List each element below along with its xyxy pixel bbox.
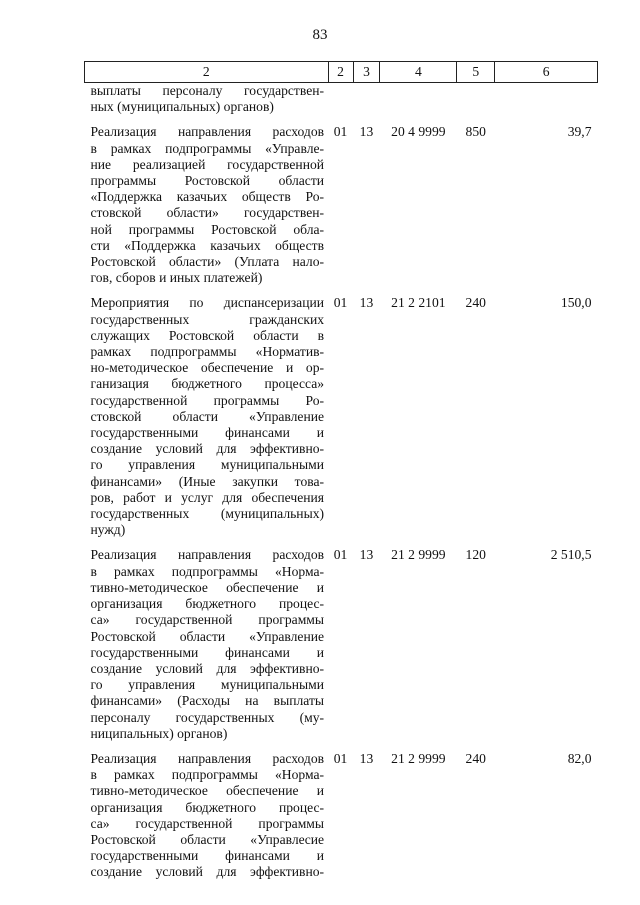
budget-table bbox=[84, 61, 598, 881]
subsection-code: 13 bbox=[359, 295, 374, 311]
expense-type-code: 850 bbox=[465, 124, 486, 140]
header-cell-target-article: 4 bbox=[380, 62, 457, 83]
row-description bbox=[85, 538, 329, 741]
description-line: Мероприятия по диспансеризации bbox=[90, 295, 325, 311]
description-line: Ростовской области «Управление bbox=[90, 628, 325, 644]
table-row bbox=[85, 115, 598, 286]
description-line: персоналу государственных (му- bbox=[90, 709, 325, 725]
table-row bbox=[85, 286, 598, 538]
table-row bbox=[85, 742, 598, 881]
description-line: ние реализацией государственной bbox=[90, 156, 325, 172]
row-description bbox=[85, 115, 329, 286]
description-line: государственными финансами и bbox=[90, 848, 325, 864]
description-line: создание условий для эффективно- bbox=[90, 441, 325, 457]
description-line: «Поддержка казачьих обществ Ро- bbox=[90, 189, 325, 205]
header-row bbox=[85, 62, 598, 83]
description-line: государственных гражданских bbox=[90, 311, 325, 327]
continuation-description bbox=[85, 83, 329, 116]
description-line: программы Ростовской области bbox=[90, 173, 325, 189]
description-line: финансами» (Иные закупки това- bbox=[90, 473, 325, 489]
description-line: тивно-методическое обеспечение и bbox=[90, 783, 325, 799]
description-line: в рамках подпрограммы «Норма- bbox=[90, 767, 325, 783]
section-code: 01 bbox=[333, 124, 348, 140]
description-line: в рамках подпрограммы «Управле- bbox=[90, 140, 325, 156]
description-line: стовской области» государствен- bbox=[90, 205, 325, 221]
description-line: сти «Поддержка казачьих обществ bbox=[90, 237, 325, 253]
header-cell-expense-type: 5 bbox=[457, 62, 495, 83]
continuation-row bbox=[85, 83, 598, 116]
description-line: государственной программы Ро- bbox=[90, 392, 325, 408]
amount: 2 510,5 bbox=[550, 547, 592, 563]
description-line: Реализация направления расходов bbox=[90, 750, 325, 766]
description-line: государственных (муниципальных) bbox=[90, 506, 325, 522]
description-line: го управления муниципальными bbox=[90, 677, 325, 693]
subsection-code: 13 bbox=[359, 750, 374, 766]
description-line: тивно-методическое обеспечение и bbox=[90, 579, 325, 595]
description-line: государственными финансами и bbox=[90, 644, 325, 660]
section-code: 01 bbox=[333, 295, 348, 311]
description-line: Ростовской области» (Уплата нало- bbox=[90, 254, 325, 270]
description-line: выплаты персоналу государствен- bbox=[90, 83, 325, 98]
target-article-code: 21 2 2101 bbox=[391, 295, 446, 311]
description-line: Реализация направления расходов bbox=[90, 124, 325, 140]
section-code: 01 bbox=[333, 547, 348, 563]
description-line: создание условий для эффективно- bbox=[90, 660, 325, 676]
description-line: ров, работ и услуг для обеспечения bbox=[90, 489, 325, 505]
description-line: создание условий для эффективно- bbox=[90, 864, 325, 880]
description-line: служащих Ростовской области в bbox=[90, 327, 325, 343]
description-line: го управления муниципальными bbox=[90, 457, 325, 473]
description-line: са» государственной программы bbox=[90, 612, 325, 628]
description-line: стовской области «Управление bbox=[90, 408, 325, 424]
subsection-code: 13 bbox=[359, 124, 374, 140]
header-cell-subsection: 3 bbox=[353, 62, 380, 83]
description-line: государственными финансами и bbox=[90, 425, 325, 441]
amount: 82,0 bbox=[567, 750, 592, 766]
amount: 39,7 bbox=[567, 124, 592, 140]
header-cell-description: 2 bbox=[85, 62, 329, 83]
description-line: ниципальных) органов) bbox=[90, 725, 228, 741]
description-line: в рамках подпрограммы «Норма- bbox=[90, 563, 325, 579]
amount: 150,0 bbox=[560, 295, 592, 311]
description-line: гов, сборов и иных платежей) bbox=[90, 270, 263, 286]
section-code: 01 bbox=[333, 750, 348, 766]
description-line: ной программы Ростовской обла- bbox=[90, 221, 325, 237]
description-line: нужд) bbox=[90, 522, 126, 538]
target-article-code: 21 2 9999 bbox=[391, 750, 446, 766]
description-line: организация бюджетного процес- bbox=[90, 596, 325, 612]
expense-type-code: 240 bbox=[465, 750, 486, 766]
subsection-code: 13 bbox=[359, 547, 374, 563]
table-row bbox=[85, 538, 598, 741]
row-description bbox=[85, 286, 329, 538]
description-line: ных (муниципальных) органов) bbox=[90, 99, 274, 115]
target-article-code: 20 4 9999 bbox=[391, 124, 446, 140]
description-line: Ростовской области «Управлеcие bbox=[90, 831, 325, 847]
header-cell-section: 2 bbox=[328, 62, 353, 83]
target-article-code: 21 2 9999 bbox=[391, 547, 446, 563]
description-line: са» государственной программы bbox=[90, 815, 325, 831]
description-line: рамках подпрограммы «Норматив- bbox=[90, 344, 325, 360]
description-line: Реализация направления расходов bbox=[90, 547, 325, 563]
description-line: организация бюджетного процес- bbox=[90, 799, 325, 815]
expense-type-code: 120 bbox=[465, 547, 486, 563]
header-cell-amount: 6 bbox=[495, 62, 598, 83]
row-description bbox=[85, 742, 329, 881]
page-number: 83 bbox=[312, 27, 328, 43]
description-line: финансами» (Расходы на выплаты bbox=[90, 693, 325, 709]
description-line: ганизация бюджетного процесса» bbox=[90, 376, 325, 392]
expense-type-code: 240 bbox=[465, 295, 486, 311]
description-line: но-методическое обеспечение и ор- bbox=[90, 360, 325, 376]
